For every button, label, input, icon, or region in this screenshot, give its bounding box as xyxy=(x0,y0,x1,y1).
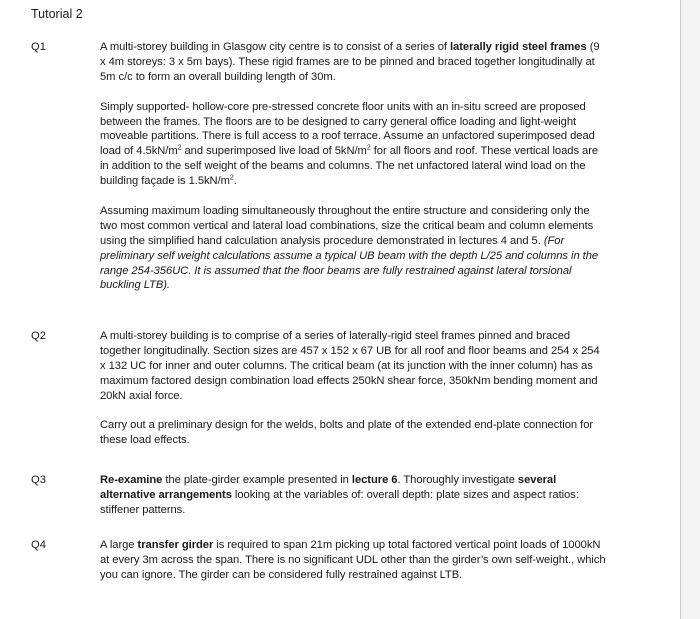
text-run: and superimposed live load of 5kN/m xyxy=(181,145,367,158)
window-scrollbar[interactable] xyxy=(681,0,700,619)
text-run: transfer girder xyxy=(137,539,214,551)
text-run: Simply supported- hollow-core pre-stressed concrete floor units with an in-situ screed are proposed between the frames. The floors are to be designed to carry general office loading and light-weight moveable partitions. There is full access to a roof terrace. Assume an unfactored superimposed dead load of 4.5kN/m xyxy=(100,100,595,158)
text-run: Assuming maximum loading simultaneously throughout the entire structure and considering only the two most common vertical and lateral load combinations, size the critical beam and column elements using the simplified hand calculation analysis procedure demonstrated in lectures 4 and 5. xyxy=(100,204,594,247)
question-body xyxy=(100,329,606,448)
text-run: several alternative arrangements xyxy=(100,474,557,501)
text-run: the plate-girder example presented in xyxy=(162,474,352,486)
text-run: A multi-storey building is to comprise of a series of laterally-rigid steel frames pinned and braced together longitudinally. Section sizes are 457 x 152 x 67 UB for all roof and floor beams and 254 x 254 x 132 UC for inner and outer columns. The critical beam (at its junction with the inner column) has as maximum factored design combination load effects 250kN shear force, 350kNm bending moment and 20kN axial force. xyxy=(100,330,600,402)
text-run: A large xyxy=(100,539,138,551)
paragraph xyxy=(100,204,606,293)
text-run: (For preliminary self weight calculations assume a typical UB beam with the depth L/25 and columns in the range 254-356UC. It is assumed that the floor beams are fully restrained against lateral torsional buckling LTB). xyxy=(100,234,599,292)
text-run: 2 xyxy=(366,144,371,152)
text-run: for all floors and roof. These vertical loads are in addition to the self weight of the beams and columns. The net unfactored lateral wind load on the building façade is 1.5kN/m xyxy=(100,145,599,188)
text-run: is required to span 21m picking up total factored vertical point loads of 1000kN at every 3m across the span. There is no significant UDL other than the girder’s own self-weight., which you can ignore. The girder can be considered fully restrained against LTB. xyxy=(100,539,606,581)
question-number: Q2 xyxy=(31,330,46,342)
text-run: A multi-storey building in Glasgow city centre is to consist of a series of xyxy=(100,41,450,53)
question-body xyxy=(100,473,606,518)
paragraph xyxy=(100,418,606,448)
text-run: 2 xyxy=(177,144,182,152)
question-body xyxy=(100,538,606,583)
text-run: . xyxy=(233,175,237,188)
paragraph xyxy=(100,473,606,518)
text-run: (9 x 4m storeys: 3 x 5m bays). These rigid frames are to be pinned and braced together longitudinally at 5m c/c to form an overall building length of 30m. xyxy=(100,41,600,83)
text-run: laterally rigid steel frames xyxy=(450,41,587,53)
paragraph xyxy=(100,329,606,404)
text-run: Carry out a preliminary design for the welds, bolts and plate of the extended end-plate connection for these load effects. xyxy=(100,419,594,447)
text-run: . Thoroughly investigate xyxy=(397,474,518,486)
question-number: Q1 xyxy=(31,41,46,53)
question-number: Q3 xyxy=(31,474,46,486)
question-body xyxy=(100,40,606,293)
paragraph xyxy=(100,100,606,189)
paragraph xyxy=(100,40,606,85)
paragraph xyxy=(100,538,606,583)
text-run: lecture 6 xyxy=(351,474,398,486)
question-number: Q4 xyxy=(31,539,46,551)
text-run: Re-examine xyxy=(100,474,163,486)
text-run: looking at the variables of: overall depth: plate sizes and aspect ratios: stiffener patterns. xyxy=(100,488,579,516)
document-title: Tutorial 2 xyxy=(31,7,83,21)
text-run: 2 xyxy=(229,174,234,182)
